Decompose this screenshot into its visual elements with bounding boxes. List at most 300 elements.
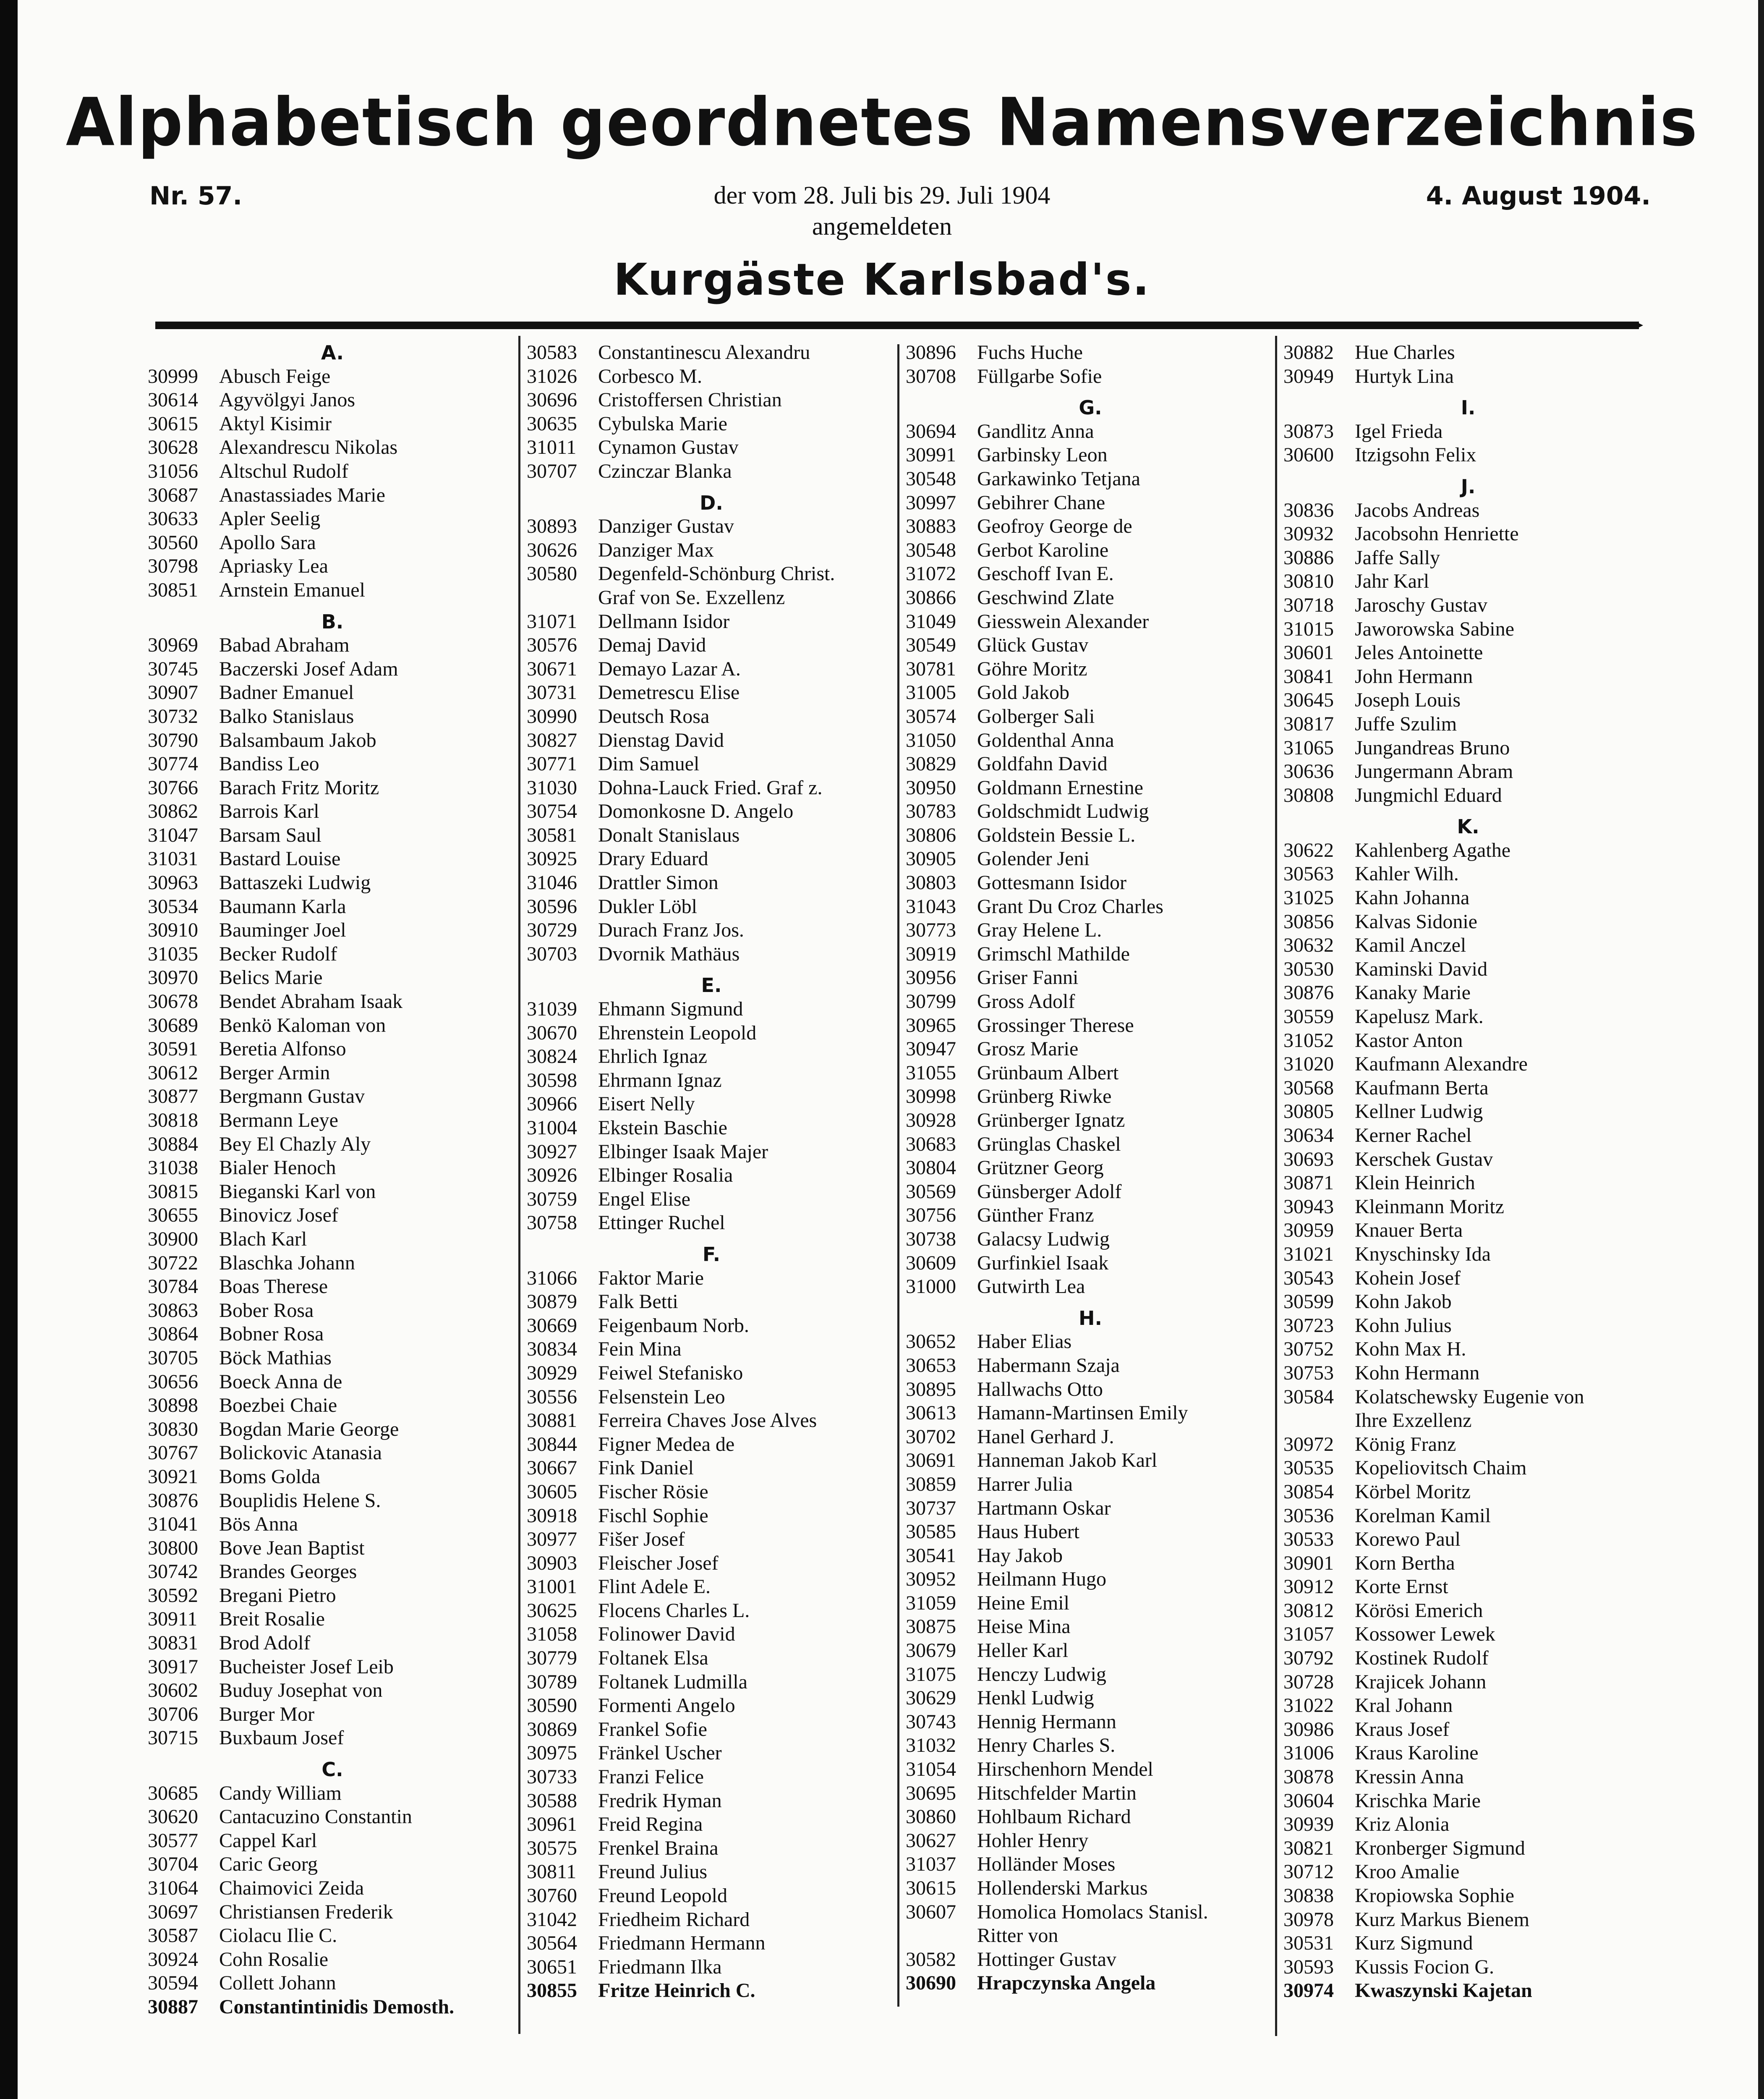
guest-number: 30613 xyxy=(906,1402,956,1424)
guest-number: 31032 xyxy=(906,1734,956,1757)
guest-number: 30864 xyxy=(148,1323,198,1345)
guest-number: 30879 xyxy=(527,1290,577,1313)
name-column-1 xyxy=(148,341,517,2019)
guest-name: Hohlbaum Richard xyxy=(977,1806,1131,1828)
column-divider xyxy=(897,344,899,2007)
list-item xyxy=(148,1037,517,1061)
list-item xyxy=(1283,1195,1653,1219)
guest-name: Kahlenberg Agathe xyxy=(1355,839,1511,861)
guest-number: 31005 xyxy=(906,681,956,704)
list-item xyxy=(148,919,517,942)
guest-number: 30703 xyxy=(527,942,577,965)
list-item xyxy=(148,776,517,800)
guest-number: 30683 xyxy=(906,1133,956,1155)
list-item xyxy=(527,412,896,436)
guest-number: 30950 xyxy=(906,776,956,799)
guest-name: Constantinescu Alexandru xyxy=(598,341,810,364)
list-item xyxy=(1283,1694,1653,1718)
guest-number: 30818 xyxy=(148,1109,198,1131)
guest-name: Binovicz Josef xyxy=(219,1204,338,1227)
guest-number: 30559 xyxy=(1283,1005,1334,1028)
list-item xyxy=(1283,1290,1653,1314)
guest-number: 30862 xyxy=(148,800,198,823)
list-item xyxy=(1283,1314,1653,1338)
guest-name: Goldmann Ernestine xyxy=(977,776,1143,799)
guest-number: 31072 xyxy=(906,563,956,585)
guest-number: 30943 xyxy=(1283,1195,1334,1218)
list-item xyxy=(1283,688,1653,712)
guest-name: Bobner Rosa xyxy=(219,1323,324,1345)
guest-number: 30896 xyxy=(906,341,956,364)
guest-number: 30629 xyxy=(906,1687,956,1709)
guest-number: 30635 xyxy=(527,412,577,435)
guest-name: Habermann Szaja xyxy=(977,1354,1120,1377)
guest-number: 30569 xyxy=(906,1180,956,1203)
guest-name: Agyvölgyi Janos xyxy=(219,389,355,411)
guest-number: 30609 xyxy=(906,1251,956,1274)
list-item xyxy=(906,800,1275,824)
guest-number: 30811 xyxy=(527,1861,577,1883)
guest-number: 30766 xyxy=(148,776,198,799)
list-item xyxy=(148,1560,517,1584)
guest-name: Bregani Pietro xyxy=(219,1584,336,1607)
guest-number: 30732 xyxy=(148,705,198,728)
guest-number: 30693 xyxy=(1283,1148,1334,1170)
guest-name: Freid Regina xyxy=(598,1813,703,1836)
guest-name: Arnstein Emanuel xyxy=(219,578,365,601)
section-letter: C. xyxy=(321,1758,343,1781)
guest-number: 31041 xyxy=(148,1513,198,1536)
list-item xyxy=(1283,570,1653,594)
list-item xyxy=(906,990,1275,1014)
list-item xyxy=(527,610,896,634)
list-item xyxy=(1283,1433,1653,1457)
guest-number: 30812 xyxy=(1283,1599,1334,1622)
guest-number: 31006 xyxy=(1283,1742,1334,1764)
list-item xyxy=(527,460,896,484)
guest-number: 30588 xyxy=(527,1789,577,1812)
guest-name: Abusch Feige xyxy=(219,365,331,387)
guest-name: Kaufmann Berta xyxy=(1355,1076,1489,1099)
guest-name: Ritter von xyxy=(977,1924,1058,1947)
list-item xyxy=(527,1979,896,2003)
guest-name: Heise Mina xyxy=(977,1615,1071,1638)
guest-number: 31075 xyxy=(906,1663,956,1685)
guest-name: Kahn Johanna xyxy=(1355,887,1470,909)
guest-name: Jaworowska Sabine xyxy=(1355,618,1514,640)
list-item xyxy=(527,388,896,412)
name-column-2 xyxy=(527,341,896,2003)
guest-name: Heilmann Hugo xyxy=(977,1568,1106,1591)
guest-name: Kaufmann Alexandre xyxy=(1355,1053,1528,1076)
guest-number: 30685 xyxy=(148,1782,198,1804)
list-item xyxy=(148,460,517,484)
list-item xyxy=(148,1346,517,1370)
guest-number: 30707 xyxy=(527,460,577,482)
guest-number: 31025 xyxy=(1283,887,1334,909)
list-item xyxy=(1283,1955,1653,1979)
guest-name: Kraus Josef xyxy=(1355,1718,1450,1740)
section-letter: K. xyxy=(1457,815,1479,838)
list-item xyxy=(148,1703,517,1727)
scan-border-right xyxy=(1758,0,1764,2099)
guest-number: 30972 xyxy=(1283,1433,1334,1455)
guest-number: 30929 xyxy=(527,1361,577,1384)
list-item xyxy=(148,1679,517,1703)
list-item xyxy=(906,1473,1275,1497)
guest-name: Apler Seelig xyxy=(219,508,321,530)
guest-name: Kressin Anna xyxy=(1355,1766,1464,1788)
guest-number: 30781 xyxy=(906,657,956,680)
list-item xyxy=(906,1734,1275,1758)
list-item xyxy=(1283,1765,1653,1789)
guest-number: 30974 xyxy=(1283,1979,1334,2002)
list-item xyxy=(148,729,517,753)
list-item xyxy=(527,1116,896,1140)
guest-number: 30580 xyxy=(527,563,577,585)
guest-number: 30803 xyxy=(906,872,956,894)
list-item xyxy=(1283,934,1653,958)
guest-number: 30895 xyxy=(906,1378,956,1400)
guest-name: Ekstein Baschie xyxy=(598,1117,727,1139)
guest-number: 30760 xyxy=(527,1884,577,1907)
list-item xyxy=(906,824,1275,848)
guest-name: Kahler Wilh. xyxy=(1355,863,1459,885)
guest-number: 30549 xyxy=(906,634,956,657)
list-item xyxy=(148,1109,517,1133)
list-item xyxy=(148,1805,517,1829)
guest-number: 30622 xyxy=(1283,839,1334,861)
guest-name: Golender Jeni xyxy=(977,848,1090,870)
guest-name: Korte Ernst xyxy=(1355,1576,1448,1598)
guest-number: 30758 xyxy=(527,1212,577,1234)
guest-number: 30830 xyxy=(148,1418,198,1440)
guest-number: 31031 xyxy=(148,848,198,870)
guest-number: 30712 xyxy=(1283,1861,1334,1883)
guest-number: 30604 xyxy=(1283,1789,1334,1812)
guest-name: Falk Betti xyxy=(598,1290,678,1313)
list-item xyxy=(1283,1931,1653,1955)
issue-number: Nr. 57. xyxy=(149,181,243,211)
list-item xyxy=(527,1188,896,1212)
guest-name: Fišer Josef xyxy=(598,1528,685,1551)
guest-name: Ehrenstein Leopold xyxy=(598,1021,757,1044)
guest-name: Hue Charles xyxy=(1355,341,1455,364)
list-item xyxy=(1283,886,1653,910)
guest-name: Hartmann Oskar xyxy=(977,1497,1111,1519)
list-item xyxy=(527,729,896,753)
list-item xyxy=(1283,1884,1653,1908)
guest-name: Garkawinko Tetjana xyxy=(977,467,1140,490)
list-item xyxy=(527,1480,896,1504)
list-item xyxy=(906,1204,1275,1227)
list-item xyxy=(1283,1124,1653,1148)
guest-name: Fink Daniel xyxy=(598,1457,694,1479)
list-item xyxy=(1283,981,1653,1005)
guest-name: Corbesco M. xyxy=(598,365,702,387)
guest-name: Franzi Felice xyxy=(598,1766,704,1788)
guest-name: Boezbei Chaie xyxy=(219,1394,337,1417)
list-item xyxy=(148,1014,517,1038)
list-item xyxy=(148,1441,517,1465)
guest-number: 30799 xyxy=(906,990,956,1013)
guest-name: Kriz Alonia xyxy=(1355,1813,1450,1836)
guest-name: Giesswein Alexander xyxy=(977,610,1149,633)
list-item xyxy=(148,1631,517,1655)
guest-number: 30928 xyxy=(906,1109,956,1131)
guest-number: 30844 xyxy=(527,1433,577,1455)
list-item xyxy=(148,578,517,602)
guest-name: Dvornik Mathäus xyxy=(598,942,740,965)
guest-number: 30978 xyxy=(1283,1908,1334,1931)
guest-name: Bastard Louise xyxy=(219,848,341,870)
guest-name: Bouplidis Helene S. xyxy=(219,1489,381,1512)
guest-number: 30598 xyxy=(527,1069,577,1091)
guest-number: 30773 xyxy=(906,919,956,942)
guest-name: Graf von Se. Exzellenz xyxy=(598,586,785,609)
list-item xyxy=(1283,1860,1653,1884)
list-item xyxy=(148,633,517,657)
guest-number: 30753 xyxy=(1283,1361,1334,1384)
list-item xyxy=(527,895,896,919)
list-item xyxy=(527,1409,896,1433)
guest-number: 30900 xyxy=(148,1227,198,1250)
list-item xyxy=(1283,1575,1653,1599)
guest-number: 31039 xyxy=(527,998,577,1021)
list-item xyxy=(1283,1456,1653,1480)
list-item xyxy=(1283,1409,1653,1433)
list-item xyxy=(148,365,517,389)
guest-name: Hohler Henry xyxy=(977,1829,1089,1852)
list-item xyxy=(148,1418,517,1442)
guest-number: 30829 xyxy=(906,753,956,775)
guest-name: Kapelusz Mark. xyxy=(1355,1005,1484,1028)
guest-name: Golberger Sali xyxy=(977,705,1095,728)
guest-name: Bergmann Gustav xyxy=(219,1085,365,1108)
guest-name: Jungandreas Bruno xyxy=(1355,736,1510,759)
guest-name: Korelman Kamil xyxy=(1355,1504,1491,1527)
list-item xyxy=(148,1322,517,1346)
guest-name: Brandes Georges xyxy=(219,1560,357,1583)
list-item xyxy=(906,443,1275,467)
guest-name: Constantintinidis Demosth. xyxy=(219,1995,455,2018)
guest-name: Holländer Moses xyxy=(977,1853,1116,1876)
guest-number: 30534 xyxy=(148,895,198,918)
list-item xyxy=(527,752,896,776)
guest-name: Eisert Nelly xyxy=(598,1093,695,1115)
list-item xyxy=(527,657,896,681)
guest-number: 31056 xyxy=(148,460,198,482)
guest-name: Cantacuzino Constantin xyxy=(219,1806,412,1828)
list-item xyxy=(148,895,517,919)
list-item xyxy=(1283,1528,1653,1552)
guest-number: 31055 xyxy=(906,1061,956,1084)
guest-name: Blach Karl xyxy=(219,1227,307,1250)
guest-name: Cynamon Gustav xyxy=(598,436,739,459)
guest-name: Kamil Anczel xyxy=(1355,934,1466,957)
guest-number: 30774 xyxy=(148,753,198,775)
guest-name: Caric Georg xyxy=(219,1853,318,1876)
guest-number: 30696 xyxy=(527,389,577,411)
guest-name: Grützner Georg xyxy=(977,1157,1104,1179)
guest-number: 30702 xyxy=(906,1425,956,1448)
guest-name: Cohn Rosalie xyxy=(219,1948,328,1971)
guest-name: Apriasky Lea xyxy=(219,555,328,578)
guest-name: Hitschfelder Martin xyxy=(977,1782,1137,1804)
guest-number: 30810 xyxy=(1283,570,1334,593)
guest-number: 30577 xyxy=(148,1829,198,1852)
list-item xyxy=(906,919,1275,942)
guest-number: 30841 xyxy=(1283,665,1334,688)
list-item xyxy=(1283,522,1653,546)
guest-name: Bolickovic Atanasia xyxy=(219,1442,382,1464)
guest-name: Kwaszynski Kajetan xyxy=(1355,1979,1532,2002)
guest-number: 30932 xyxy=(1283,523,1334,545)
list-item xyxy=(906,1663,1275,1687)
guest-number: 30627 xyxy=(906,1829,956,1852)
list-item xyxy=(148,752,517,776)
list-item xyxy=(906,539,1275,563)
list-item xyxy=(527,1837,896,1861)
guest-number: 30576 xyxy=(527,634,577,657)
guest-name: Jacobs Andreas xyxy=(1355,499,1480,521)
guest-name: Galacsy Ludwig xyxy=(977,1227,1110,1250)
guest-number: 30738 xyxy=(906,1227,956,1250)
guest-number: 30886 xyxy=(1283,546,1334,569)
guest-number: 30543 xyxy=(1283,1267,1334,1289)
list-item xyxy=(148,1370,517,1394)
list-item xyxy=(1283,1171,1653,1195)
guest-name: Foltanek Elsa xyxy=(598,1647,708,1670)
guest-name: Griser Fanni xyxy=(977,966,1079,989)
guest-name: Barach Fritz Moritz xyxy=(219,776,379,799)
list-item xyxy=(906,1639,1275,1663)
guest-number: 30706 xyxy=(148,1703,198,1725)
guest-name: Jeles Antoinette xyxy=(1355,641,1483,664)
guest-number: 30901 xyxy=(1283,1552,1334,1574)
guest-number: 30905 xyxy=(906,848,956,870)
guest-number: 30910 xyxy=(148,919,198,942)
guest-name: Jungermann Abram xyxy=(1355,760,1513,783)
list-item xyxy=(1283,839,1653,863)
list-item xyxy=(906,1782,1275,1806)
list-item xyxy=(527,1955,896,1979)
list-item xyxy=(906,752,1275,776)
guest-number: 30678 xyxy=(148,990,198,1013)
list-item xyxy=(527,1646,896,1670)
guest-name: Bogdan Marie George xyxy=(219,1418,399,1440)
guest-number: 30956 xyxy=(906,966,956,989)
list-item xyxy=(148,531,517,555)
guest-number: 30806 xyxy=(906,824,956,846)
guest-number: 30655 xyxy=(148,1204,198,1227)
list-item xyxy=(906,633,1275,657)
guest-number: 31042 xyxy=(527,1908,577,1931)
guest-name: Gerbot Karoline xyxy=(977,539,1109,561)
guest-name: Dohna-Lauck Fried. Graf z. xyxy=(598,776,823,799)
guest-name: Altschul Rudolf xyxy=(219,460,348,482)
guest-number: 30745 xyxy=(148,657,198,680)
guest-name: Grünglas Chaskel xyxy=(977,1133,1121,1155)
section-letter: A. xyxy=(321,341,344,364)
list-item xyxy=(527,1337,896,1361)
guest-number: 30651 xyxy=(527,1955,577,1978)
guest-name: Bove Jean Baptist xyxy=(219,1536,365,1559)
guest-name: Demetrescu Elise xyxy=(598,681,740,704)
guest-name: Badner Emanuel xyxy=(219,681,354,704)
list-item xyxy=(1283,910,1653,934)
guest-name: Engel Elise xyxy=(598,1188,690,1210)
guest-number: 30533 xyxy=(1283,1528,1334,1551)
guest-name: Joseph Louis xyxy=(1355,689,1461,712)
guest-number: 30756 xyxy=(906,1204,956,1227)
list-item xyxy=(527,1908,896,1932)
guest-number: 31026 xyxy=(527,365,577,387)
list-item xyxy=(1283,1789,1653,1813)
list-item xyxy=(906,657,1275,681)
guest-number: 30881 xyxy=(527,1409,577,1432)
guest-name: Kleinmann Moritz xyxy=(1355,1195,1504,1218)
name-column-4 xyxy=(1283,341,1653,2003)
guest-name: Grünbaum Albert xyxy=(977,1061,1119,1084)
list-item xyxy=(148,1607,517,1631)
guest-number: 30742 xyxy=(148,1560,198,1583)
guest-name: Flocens Charles L. xyxy=(598,1599,750,1622)
guest-name: Christiansen Frederik xyxy=(219,1900,393,1923)
guest-name: Figner Medea de xyxy=(598,1433,735,1455)
guest-number: 30590 xyxy=(527,1694,577,1717)
list-item xyxy=(1283,1837,1653,1861)
header-rule xyxy=(155,322,1639,329)
guest-number: 30615 xyxy=(906,1877,956,1899)
list-item xyxy=(1283,1052,1653,1076)
guest-number: 30975 xyxy=(527,1742,577,1764)
guest-number: 30925 xyxy=(527,848,577,870)
list-item xyxy=(906,1014,1275,1038)
guest-number: 30805 xyxy=(1283,1100,1334,1123)
guest-number: 30728 xyxy=(1283,1670,1334,1693)
list-item xyxy=(1283,1670,1653,1694)
guest-number: 30582 xyxy=(906,1948,956,1971)
guest-number: 30939 xyxy=(1283,1813,1334,1836)
guest-name: Dim Samuel xyxy=(598,753,700,775)
list-item xyxy=(906,1425,1275,1449)
guest-name: Jahr Karl xyxy=(1355,570,1429,593)
guest-number: 30871 xyxy=(1283,1172,1334,1194)
guest-name: Krischka Marie xyxy=(1355,1789,1481,1812)
guest-name: Ehrlich Ignaz xyxy=(598,1045,707,1068)
guest-name: Benkö Kaloman von xyxy=(219,1014,386,1036)
guest-number: 30965 xyxy=(906,1014,956,1036)
guest-name: Freund Julius xyxy=(598,1861,708,1883)
list-item xyxy=(906,467,1275,491)
guest-name: Gottesmann Isidor xyxy=(977,872,1126,894)
list-item xyxy=(906,1037,1275,1061)
guest-number: 30564 xyxy=(527,1932,577,1955)
guest-number: 30535 xyxy=(1283,1457,1334,1479)
list-item xyxy=(148,1584,517,1608)
guest-name: Bermann Leye xyxy=(219,1109,338,1131)
guest-number: 30873 xyxy=(1283,420,1334,442)
list-item xyxy=(527,1694,896,1718)
list-item xyxy=(148,484,517,508)
guest-name: Apollo Sara xyxy=(219,531,316,554)
guest-number: 30718 xyxy=(1283,594,1334,616)
guest-name: Hay Jakob xyxy=(977,1544,1063,1567)
guest-number: 30831 xyxy=(148,1632,198,1654)
list-item xyxy=(527,1575,896,1599)
guest-name: Faktor Marie xyxy=(598,1267,704,1289)
